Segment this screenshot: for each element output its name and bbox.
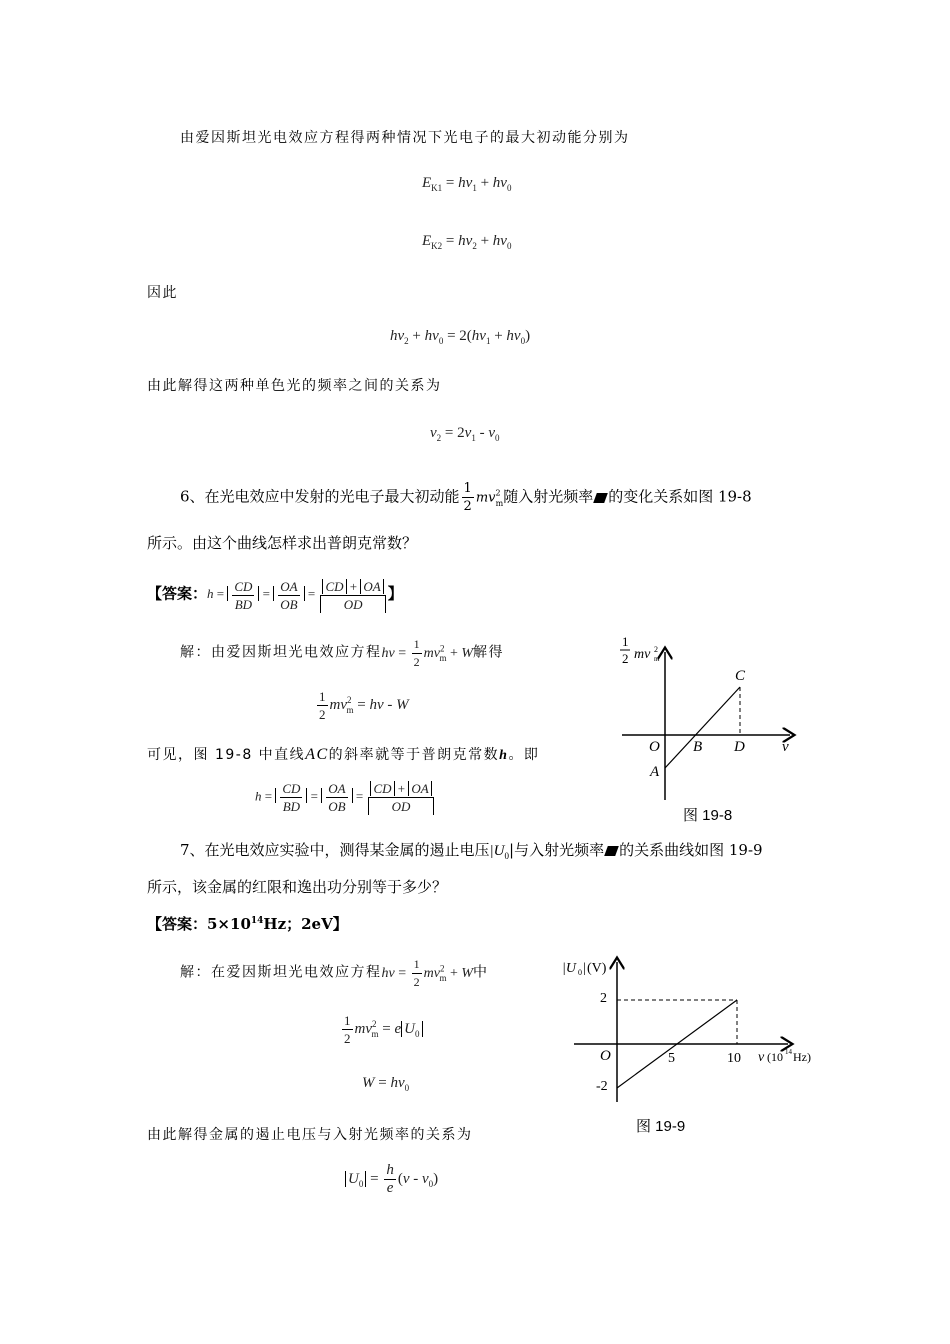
- label-nu: ν: [782, 739, 789, 755]
- x-label-sup: 14: [785, 1048, 792, 1056]
- y-label-den: 2: [622, 651, 629, 666]
- label-o: O: [649, 739, 660, 755]
- tick-x-10: 10: [727, 1051, 741, 1066]
- y-label-unit: (V): [587, 961, 607, 976]
- y-label-u0: |U: [562, 961, 576, 976]
- paragraph-therefore: 因此: [147, 285, 178, 301]
- line-ac: [665, 687, 740, 768]
- y-label-sub: 0: [578, 968, 582, 977]
- paragraph-intro: 由爱因斯坦光电效应方程得两种情况下光电子的最大初动能分别为: [180, 130, 630, 146]
- label-c: C: [735, 668, 746, 684]
- q7-answer: 【答案：$5\times 10^{14}Hz$；2eV】: [147, 915, 348, 933]
- q7-solution: 解：在爱因斯坦光电效应方程hν = $\frac{1}{2}$ $mv^2_m + W$中: [180, 957, 489, 989]
- label-b: B: [693, 739, 703, 755]
- paragraph-relation: 由此解得这两种单色光的频率之间的关系为: [147, 378, 442, 394]
- equation-h: h = $\frac{CD}{BD}$ = $\frac{OA}{OB}$ = $\frac{CD + OA}{OD}$: [255, 780, 436, 815]
- tick-y-2: 2: [600, 991, 607, 1006]
- equation-ek2: $E_{K2} = h\nu_2 + h\nu_0$: [422, 233, 512, 251]
- question-7-line1: 7、在光电效应实验中，测得某金属的遏止电压$|U_0|$与入射光频率 的关系曲线如图 19-9: [180, 841, 763, 861]
- q6-answer: 【答案：h = $\frac{CD}{BD}$ = $\frac{OA}{OB}$ = $\frac{CD + OA}{OD}$ 】: [147, 579, 403, 612]
- y-label-abs: |: [583, 961, 586, 976]
- equation-final: $U_0$ = $\frac{h}{e}$ $(\nu - \nu_0)$: [345, 1162, 438, 1197]
- equation-kinetic: $\frac{1}{2}$ $mv^2_m = h\nu - W$: [319, 689, 409, 722]
- label-o: O: [600, 1048, 611, 1064]
- equation-stop-voltage: $\frac{1}{2}$ $mv^2_m = e$ $U_0$: [340, 1012, 423, 1047]
- x-label-nu: ν: [758, 1050, 765, 1065]
- figure-19-9: [560, 950, 830, 1120]
- y-label-mv: mv: [634, 647, 651, 662]
- y-label-sub: m: [654, 655, 660, 663]
- question-6-line1: 6、在光电效应中发射的光电子最大初动能 $\frac{1}{2}$ $mv^2_m$随入射光频率 的变化关系如图 19-8: [180, 481, 752, 514]
- q6-conclusion: 可见，图 19-8 中直线AC的斜率就等于普朗克常数h。即: [147, 746, 540, 763]
- y-label-num: 1: [622, 634, 629, 649]
- y-label-sup: 2: [654, 645, 658, 654]
- nu-symbol-icon: [604, 846, 619, 856]
- question-7-line2: 所示，该金属的红限和逸出功分别等于多少？: [147, 878, 448, 896]
- x-label-rest: Hz): [793, 1050, 811, 1064]
- tick-x-5: 5: [668, 1051, 675, 1066]
- q6-solution: 解：由爱因斯坦光电效应方程hν = $\frac{1}{2}$ $mv^2_m + W$解得: [180, 637, 505, 669]
- caption-19-9: 图 19-9: [636, 1118, 686, 1135]
- equation-work: $W = h\nu_0$: [362, 1075, 410, 1093]
- equation-ek1: $E_{K1} = h\nu_1 + h\nu_0$: [422, 175, 512, 193]
- nu-symbol-icon: [593, 493, 608, 503]
- figure-19-8: [600, 630, 810, 830]
- q7-conclusion: 由此解得金属的遏止电压与入射光频率的关系为: [147, 1127, 473, 1143]
- x-label-unit: (10: [767, 1050, 783, 1064]
- caption-19-8: 图 19-8: [683, 807, 733, 824]
- label-a: A: [650, 764, 660, 780]
- q6-text-post2: 的变化关系如图 19-8: [608, 487, 752, 506]
- q6-text-post: 随入射光频率: [503, 487, 594, 506]
- equation-combined: $h\nu_2 + h\nu_0 = 2(h\nu_1 + h\nu_0)$: [390, 328, 531, 346]
- q6-text-pre: 6、在光电效应中发射的光电子最大初动能: [180, 487, 460, 506]
- half-fraction: $\frac{1}{2}$: [463, 481, 472, 514]
- equation-nu2: $\nu_2 = 2\nu_1 - \nu_0$: [430, 425, 500, 443]
- label-d: D: [734, 739, 745, 755]
- question-6-line2: 所示。由这个曲线怎样求出普朗克常数？: [147, 534, 418, 552]
- tick-y-minus2: -2: [596, 1079, 608, 1094]
